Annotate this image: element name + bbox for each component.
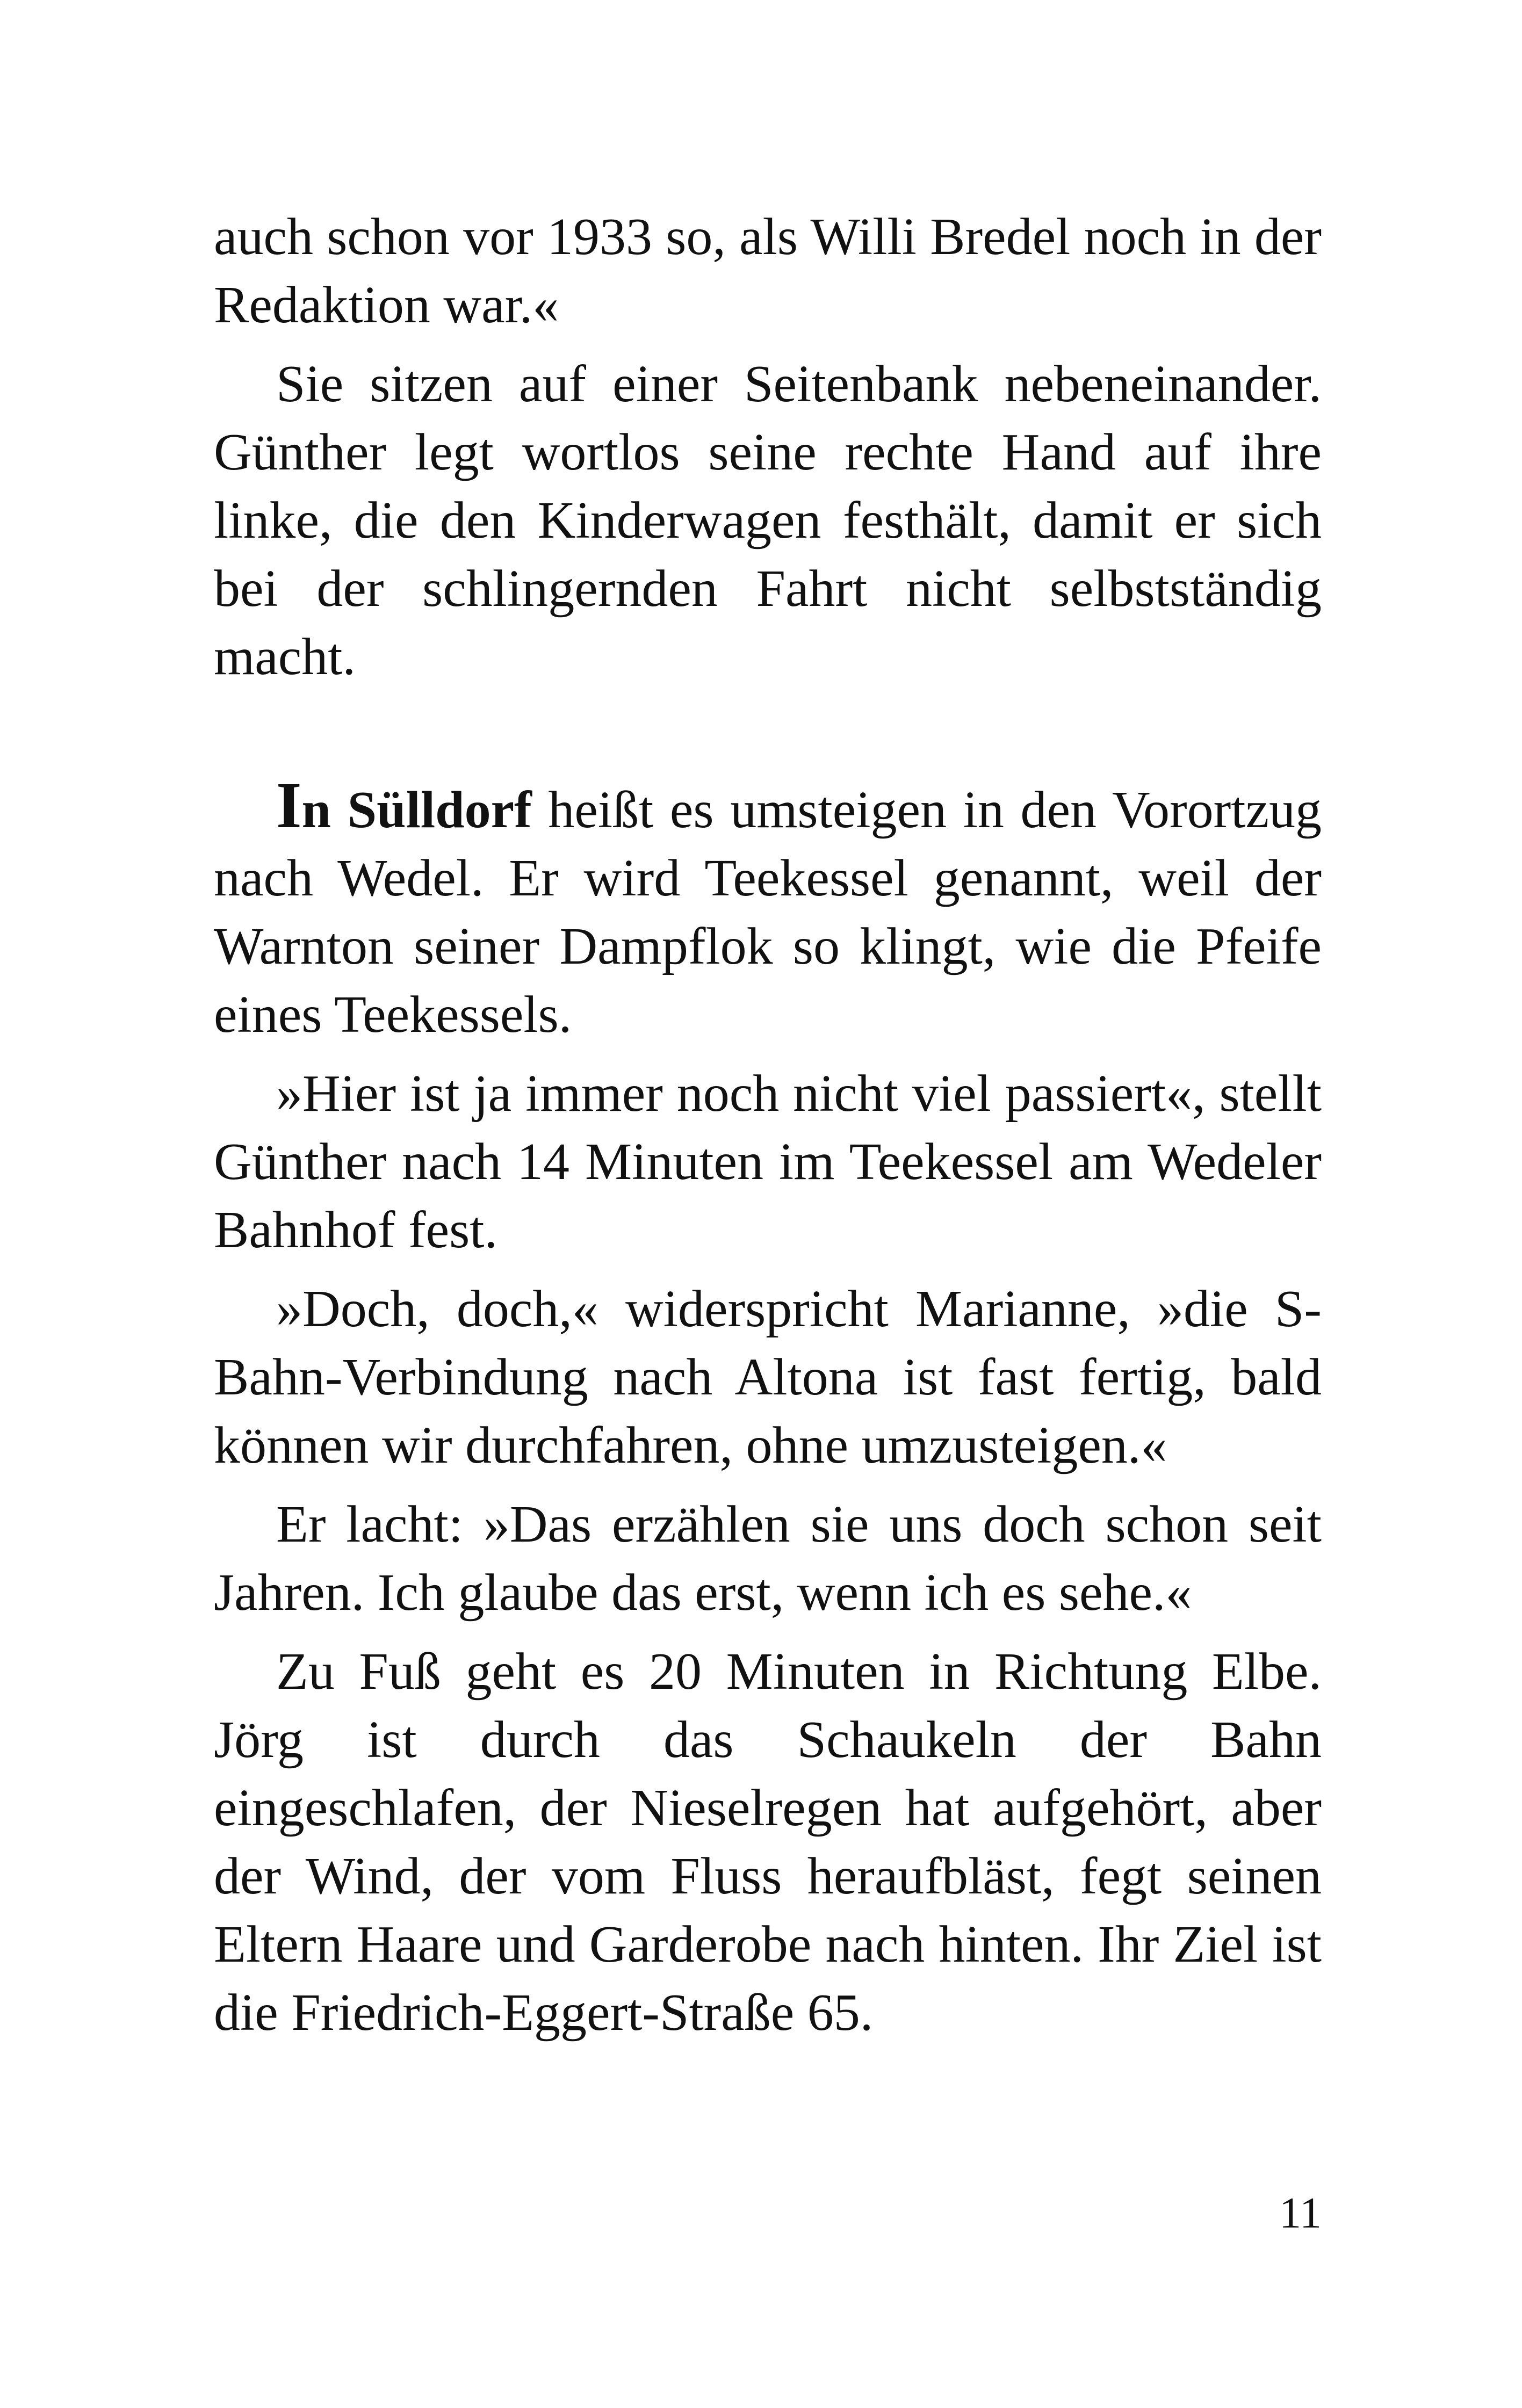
paragraph-2: Sie sitzen auf einer Seitenbank nebeneinander. Günther legt wortlos seine rechte Hand auf ihre linke, die den Kinderwagen festhält, damit er sich bei der schlingernden Fahrt nicht selbstständig macht. <box>214 355 1322 686</box>
body-text <box>214 203 1322 2058</box>
paragraph-3 <box>214 769 1322 1049</box>
paragraph-5: »Doch, doch,« widerspricht Marianne, »die S-Bahn-Verbindung nach Altona ist fast fertig, bald können wir durchfahren, ohne umzusteigen.« <box>214 1280 1322 1474</box>
lead-words: n Sülldorf <box>301 781 532 839</box>
drop-initial: I <box>276 769 302 842</box>
paragraph-1: auch schon vor 1933 so, als Willi Bredel noch in der Redaktion war.« <box>214 208 1322 334</box>
paragraph-3-text: heißt es umsteigen in den Vorortzug nach Wedel. Er wird Teekessel genannt, weil der Warnton seiner Dampflok so klingt, wie die Pfeife eines Teekessels. <box>214 781 1322 1044</box>
section-break <box>214 702 1322 773</box>
paragraph-6: Er lacht: »Das erzählen sie uns doch schon seit Jahren. Ich glaube das erst, wenn ich es sehe.« <box>214 1495 1322 1622</box>
paragraph-4: »Hier ist ja immer noch nicht viel passiert«, stellt Günther nach 14 Minuten im Teekessel am Wedeler Bahnhof fest. <box>214 1065 1322 1259</box>
paragraph-7: Zu Fuß geht es 20 Minuten in Richtung Elbe. Jörg ist durch das Schaukeln der Bahn eingeschlafen, der Nieselregen hat aufgehört, aber der Wind, der vom Fluss heraufbläst, fegt seinen Eltern Haare und Garderobe nach hinten. Ihr Ziel ist die Friedrich-Eggert-Straße 65. <box>214 1643 1322 2042</box>
page-number: 11 <box>1279 2188 1322 2237</box>
